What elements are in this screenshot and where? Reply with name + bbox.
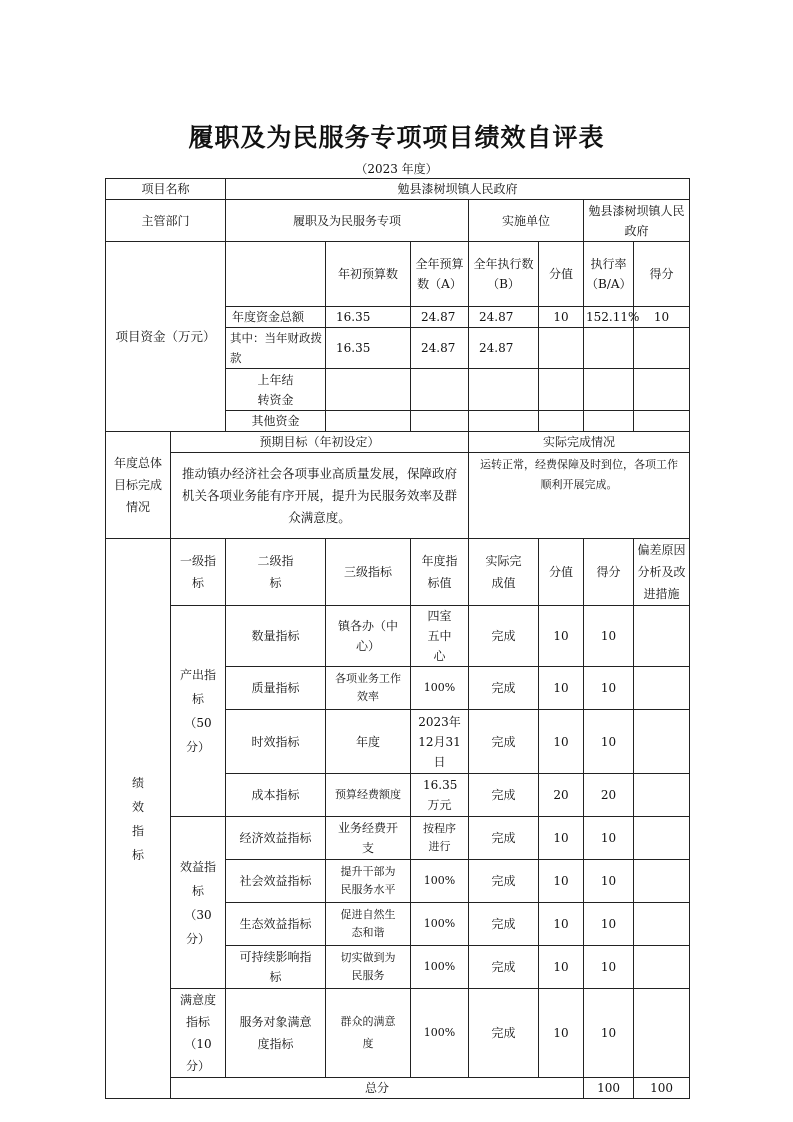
ind-actual: 完成 (469, 606, 539, 667)
ind-actual: 完成 (469, 903, 539, 946)
ind-header-target: 年度指标值 (411, 539, 469, 606)
ind-score: 10 (584, 860, 634, 903)
funds-header-executed: 全年执行数（B） (469, 242, 539, 307)
funds-cell (634, 369, 690, 411)
unit-label: 实施单位 (469, 200, 584, 242)
ind-level2: 社会效益指标 (226, 860, 326, 903)
ind-deviation (634, 606, 690, 667)
ind-level2: 经济效益指标 (226, 817, 326, 860)
ind-target: 100% (411, 903, 469, 946)
ind-level2: 生态效益指标 (226, 903, 326, 946)
goals-expected-header: 预期目标（年初设定） (171, 432, 469, 453)
goals-actual-header: 实际完成情况 (469, 432, 690, 453)
ind-level3: 提升干部为民服务水平 (326, 860, 411, 903)
ind-level3: 促进自然生态和谐 (326, 903, 411, 946)
ind-deviation (634, 710, 690, 774)
ind-level2: 数量指标 (226, 606, 326, 667)
funds-header-rate: 执行率（B/A） (584, 242, 634, 307)
indicators-label: 绩效指标 (106, 539, 171, 1099)
funds-cell: 24.87 (469, 307, 539, 328)
ind-header-level1: 一级指标 (171, 539, 226, 606)
ind-target: 四室五中心 (411, 606, 469, 667)
ind-score-value: 10 (539, 903, 584, 946)
ind-header-deviation: 偏差原因分析及改进措施 (634, 539, 690, 606)
total-score-value: 100 (584, 1078, 634, 1099)
ind-target: 2023年12月31日 (411, 710, 469, 774)
funds-cell (469, 369, 539, 411)
ind-target: 100% (411, 946, 469, 989)
ind-score-value: 10 (539, 667, 584, 710)
funds-cell: 10 (539, 307, 584, 328)
ind-target: 100% (411, 989, 469, 1078)
funds-cell (584, 328, 634, 369)
ind-actual: 完成 (469, 774, 539, 817)
funds-cell: 24.87 (411, 328, 469, 369)
funds-header-score: 得分 (634, 242, 690, 307)
goals-label: 年度总体目标完成情况 (106, 432, 171, 539)
funds-cell (584, 369, 634, 411)
funds-cell (634, 411, 690, 432)
funds-cell: 24.87 (469, 328, 539, 369)
ind-level2: 成本指标 (226, 774, 326, 817)
ind-header-level3: 三级指标 (326, 539, 411, 606)
ind-score: 10 (584, 817, 634, 860)
page-subtitle: （2023 年度） (355, 162, 438, 176)
unit-value: 勉县漆树坝镇人民政府 (584, 200, 690, 242)
funds-cell (411, 411, 469, 432)
ind-score-value: 10 (539, 606, 584, 667)
funds-cell: 16.35 (326, 307, 411, 328)
funds-cell: 10 (634, 307, 690, 328)
ind-level3: 切实做到为民服务 (326, 946, 411, 989)
ind-target: 100% (411, 860, 469, 903)
ind-score-value: 10 (539, 946, 584, 989)
goals-expected-text: 推动镇办经济社会各项事业高质量发展，保障政府机关各项业务能有序开展，提升为民服务效率及群众满意度。 (171, 453, 469, 539)
ind-level3: 业务经费开支 (326, 817, 411, 860)
ind-score: 10 (584, 606, 634, 667)
ind-level3: 预算经费额度 (326, 774, 411, 817)
ind-header-score-value: 分值 (539, 539, 584, 606)
funds-cell (584, 411, 634, 432)
ind-deviation (634, 817, 690, 860)
funds-cell (539, 411, 584, 432)
ind-score-value: 10 (539, 860, 584, 903)
ind-actual: 完成 (469, 710, 539, 774)
funds-cell: 24.87 (411, 307, 469, 328)
ind-actual: 完成 (469, 817, 539, 860)
funds-cell (539, 328, 584, 369)
ind-score-value: 10 (539, 817, 584, 860)
ind-level2: 质量指标 (226, 667, 326, 710)
ind-score: 10 (584, 989, 634, 1078)
ind-deviation (634, 774, 690, 817)
ind-level1: 效益指标（30分） (171, 817, 226, 989)
ind-score: 10 (584, 667, 634, 710)
ind-header-score: 得分 (584, 539, 634, 606)
total-label: 总分 (171, 1078, 584, 1099)
funds-row-label: 上年结转资金 (226, 369, 326, 411)
ind-score: 20 (584, 774, 634, 817)
ind-actual: 完成 (469, 860, 539, 903)
project-name-label: 项目名称 (106, 179, 226, 200)
total-score: 100 (634, 1078, 690, 1099)
funds-cell (411, 369, 469, 411)
ind-header-actual: 实际完成值 (469, 539, 539, 606)
ind-level3: 年度 (326, 710, 411, 774)
funds-cell: 16.35 (326, 328, 411, 369)
funds-header-score-value: 分值 (539, 242, 584, 307)
dept-value: 履职及为民服务专项 (226, 200, 469, 242)
funds-cell (634, 328, 690, 369)
ind-level3: 镇各办（中心） (326, 606, 411, 667)
ind-level3: 群众的满意度 (326, 989, 411, 1078)
ind-deviation (634, 903, 690, 946)
funds-cell (326, 411, 411, 432)
funds-cell: 152.11% (584, 307, 634, 328)
funds-cell (469, 411, 539, 432)
ind-actual: 完成 (469, 667, 539, 710)
funds-cell (539, 369, 584, 411)
ind-target: 100% (411, 667, 469, 710)
funds-row-label: 其他资金 (226, 411, 326, 432)
funds-label: 项目资金（万元） (106, 242, 226, 432)
ind-header-level2: 二级指标 (226, 539, 326, 606)
ind-target: 按程序进行 (411, 817, 469, 860)
ind-score-value: 10 (539, 710, 584, 774)
ind-score-value: 20 (539, 774, 584, 817)
funds-row-label: 年度资金总额 (226, 307, 326, 328)
goals-actual-text: 运转正常，经费保障及时到位，各项工作顺利开展完成。 (469, 453, 690, 539)
funds-header-initial: 年初预算数 (326, 242, 411, 307)
ind-actual: 完成 (469, 989, 539, 1078)
page-title: 履职及为民服务专项项目绩效自评表 (188, 123, 605, 152)
ind-level2: 服务对象满意度指标 (226, 989, 326, 1078)
ind-level1: 产出指标（50分） (171, 606, 226, 817)
performance-table (105, 178, 690, 1099)
ind-score: 10 (584, 946, 634, 989)
ind-target: 16.35万元 (411, 774, 469, 817)
ind-deviation (634, 860, 690, 903)
funds-cell (326, 369, 411, 411)
dept-label: 主管部门 (106, 200, 226, 242)
ind-level3: 各项业务工作效率 (326, 667, 411, 710)
ind-deviation (634, 946, 690, 989)
ind-level1: 满意度指标（10分） (171, 989, 226, 1078)
ind-deviation (634, 667, 690, 710)
ind-score: 10 (584, 710, 634, 774)
ind-level2: 可持续影响指标 (226, 946, 326, 989)
ind-score: 10 (584, 903, 634, 946)
funds-row-label: 其中：当年财政拨款 (226, 328, 326, 369)
funds-header-annual: 全年预算数（A） (411, 242, 469, 307)
ind-level2: 时效指标 (226, 710, 326, 774)
ind-deviation (634, 989, 690, 1078)
ind-score-value: 10 (539, 989, 584, 1078)
funds-header-blank (226, 242, 326, 307)
ind-actual: 完成 (469, 946, 539, 989)
project-name-value: 勉县漆树坝镇人民政府 (226, 179, 690, 200)
